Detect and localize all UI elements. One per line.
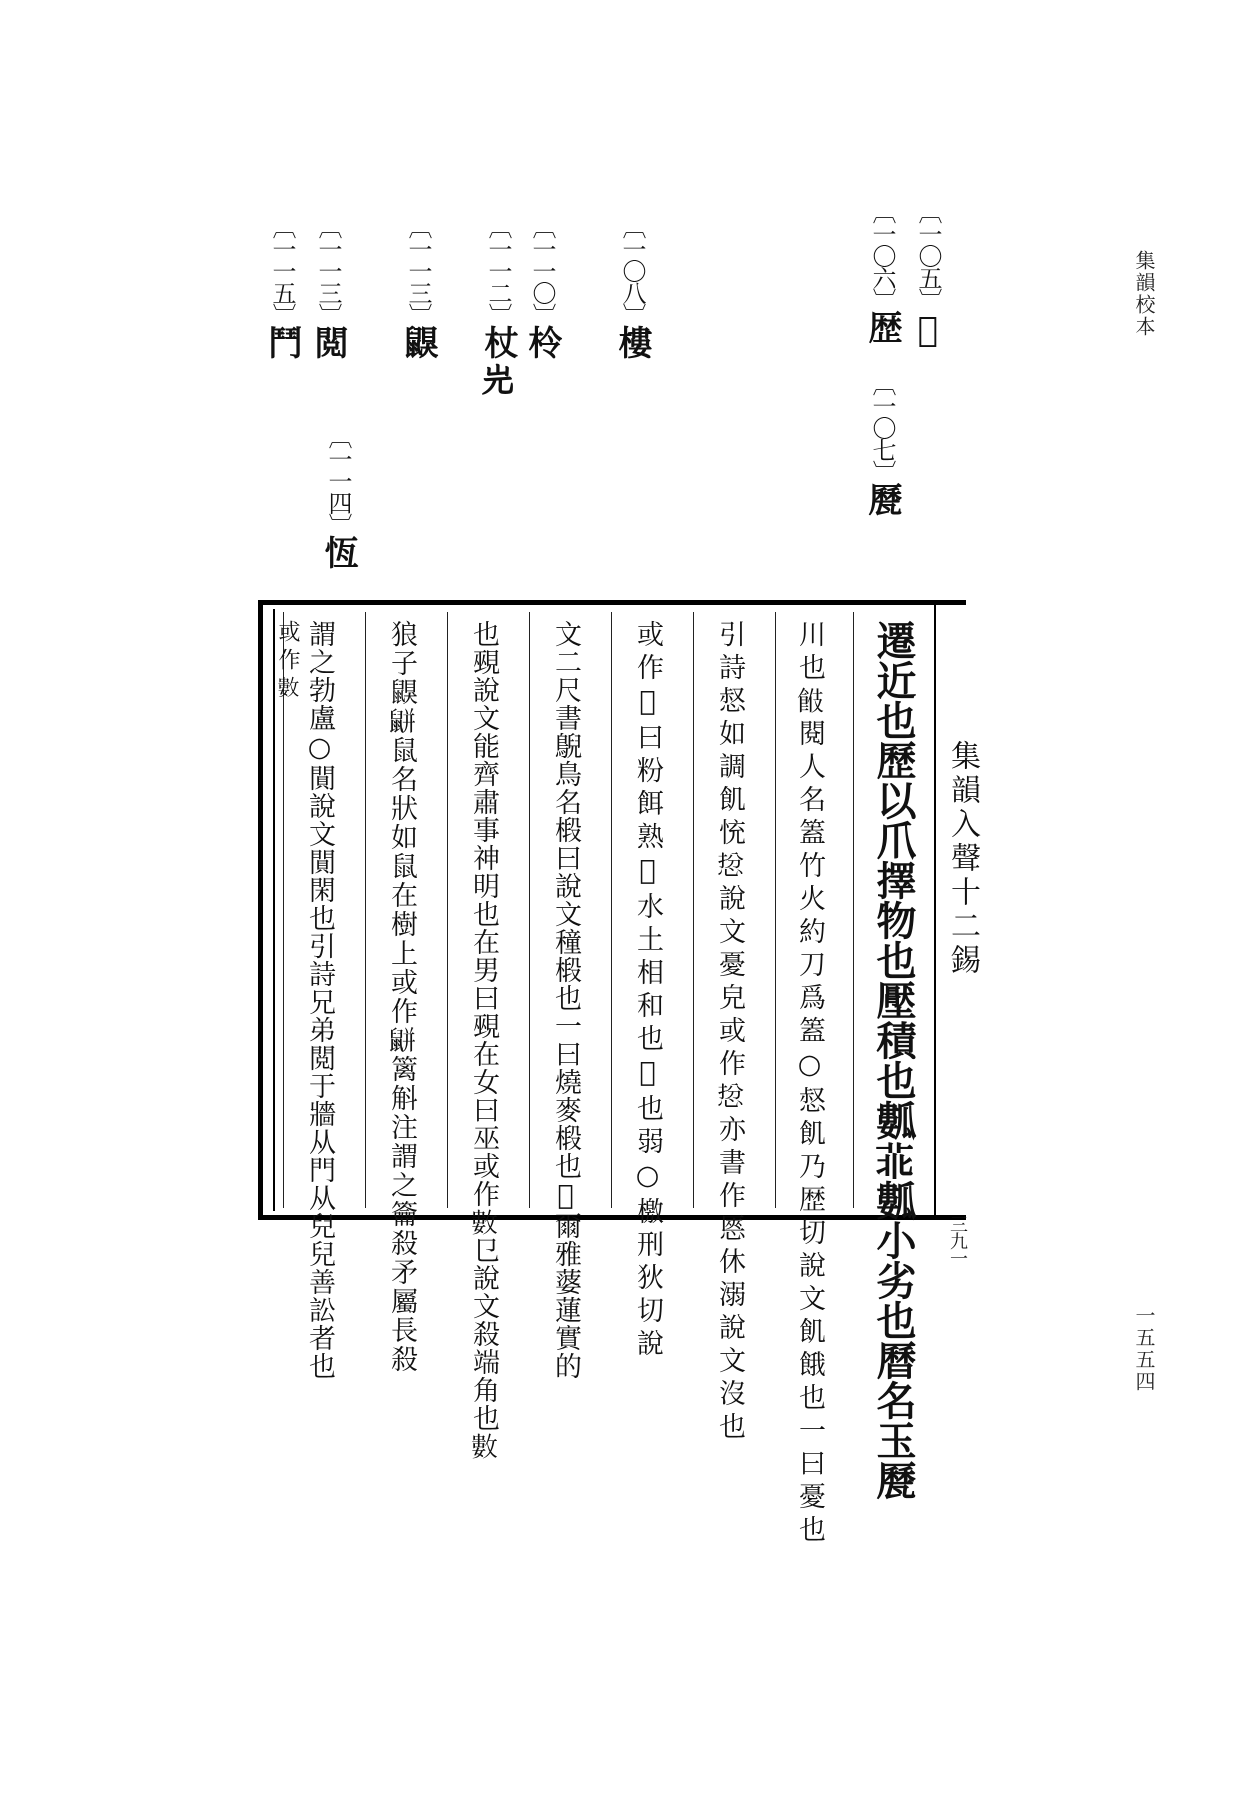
collation-note bbox=[908, 200, 948, 352]
note-text: 歴 bbox=[862, 310, 902, 346]
collation-note bbox=[262, 215, 302, 361]
text-column: 也覡說文能齊肅事神明也在男曰覡在女曰巫或作𢿙㔾說文殺端角也𢿙 bbox=[468, 620, 499, 1460]
column-rule bbox=[447, 612, 448, 1208]
text-column: 引詩惄如調飢㤝𢚅說文憂皃或作𢚅亦書作㥦休溺說文沒也 bbox=[714, 620, 745, 1445]
note-text: 鼳 bbox=[398, 325, 438, 361]
note-number: 〔一一三〕 bbox=[404, 215, 432, 325]
column-rule bbox=[853, 612, 854, 1208]
collation-note bbox=[612, 215, 652, 361]
text-column: 或作𥹣曰粉餌熟𥹣水土相和也𡒌也弱○檄刑狄切說 bbox=[632, 620, 663, 1362]
text-column: 川也𩛑閱人名篕竹火約刀爲篕○惄飢乃歴切說文飢餓也一曰憂也 bbox=[794, 620, 825, 1548]
text-column: 文二尺書鶃鳥名椴曰說文穜椴也一曰燒麥椴也𦶜爾雅蔢蓮實的 bbox=[550, 620, 581, 1380]
collation-note bbox=[522, 215, 562, 361]
note-text: 杖𡵉 bbox=[478, 325, 518, 397]
note-number: 〔一〇七〕 bbox=[868, 372, 896, 482]
text-column: 狼子鼳𪕒鼠名狀如鼠在樹上或作𪕒篱斛注謂之籥殺矛屬長殺 bbox=[386, 620, 417, 1374]
note-number: 〔一〇五〕 bbox=[914, 200, 942, 310]
note-text: 鬥 bbox=[262, 325, 302, 361]
collation-note bbox=[308, 215, 348, 361]
note-number: 〔一一五〕 bbox=[268, 215, 296, 325]
note-text: 閲 bbox=[308, 325, 348, 361]
note-number: 〔一一二〕 bbox=[484, 215, 512, 325]
note-text: 𤴷 bbox=[908, 310, 948, 352]
note-text: 㽁 bbox=[862, 482, 902, 518]
note-number: 〔一一三〕 bbox=[314, 215, 342, 325]
inner-border bbox=[273, 609, 966, 1211]
collation-note bbox=[478, 215, 518, 397]
spine-leaf-number: 三九一 bbox=[947, 1215, 968, 1266]
collation-note bbox=[862, 200, 902, 518]
text-column: 或作𢿙 bbox=[275, 620, 300, 704]
column-rule bbox=[693, 612, 694, 1208]
note-number: 〔一〇六〕 bbox=[868, 200, 896, 310]
page-number: 一五五四 bbox=[1132, 1305, 1156, 1393]
note-text: 柃 bbox=[522, 325, 562, 361]
note-number: 〔一〇八〕 bbox=[618, 215, 646, 325]
note-text: 樓 bbox=[612, 325, 652, 361]
note-number: 〔一一四〕 bbox=[324, 425, 352, 535]
note-text: 恆 bbox=[318, 535, 358, 571]
collation-note bbox=[398, 215, 438, 361]
running-header: 集韻校本 bbox=[1132, 250, 1156, 338]
text-column: 遷近也歷以爪擇物也壓積也𤬏𦮃𤬏小劣也曆名玉㽁 bbox=[870, 620, 917, 1500]
column-rule bbox=[775, 612, 776, 1208]
column-rule bbox=[611, 612, 612, 1208]
note-number: 〔一一〇〕 bbox=[528, 215, 556, 325]
text-column: 謂之勃盧○閴說文閴閑也引詩兄弟閲于牆从門从兒兒善訟者也 bbox=[304, 620, 335, 1380]
column-rule bbox=[529, 612, 530, 1208]
column-rule bbox=[365, 612, 366, 1208]
collation-note bbox=[318, 425, 358, 571]
spine-title: 集韻入聲十二錫 bbox=[945, 740, 980, 978]
